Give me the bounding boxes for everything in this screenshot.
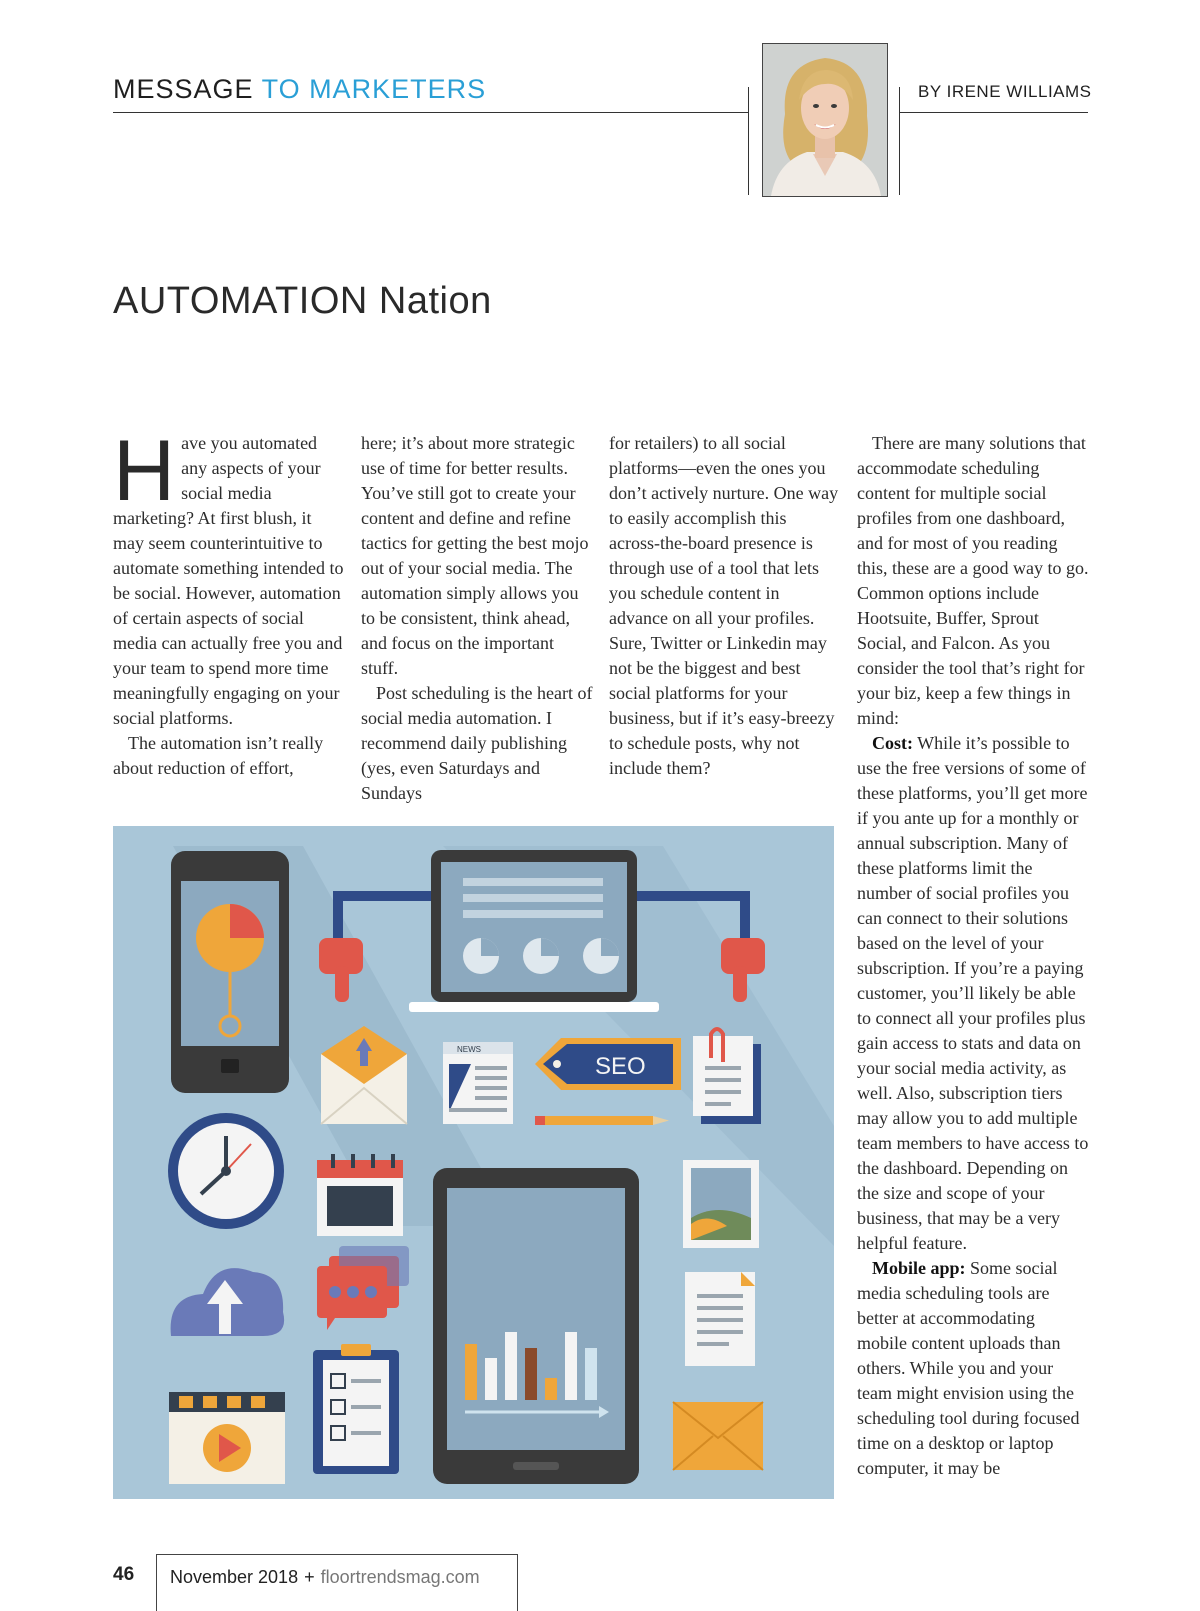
envelope-icon [673, 1402, 763, 1470]
subhead-cost: Cost: [872, 733, 913, 753]
paragraph [857, 731, 1089, 1256]
paragraph-text: ave you automated any aspects of your social media marketing? At first blush, it may seem counterintuitive to automate something intended to be social. However, automation of certain aspects of social media can actually free you and your team to spend more time meaningfully engaging on your social platforms. [113, 433, 344, 728]
subhead-mobile-app: Mobile app: [872, 1258, 966, 1278]
header-rule-left [113, 112, 748, 113]
paragraph [113, 423, 345, 731]
issue-date: November 2018 [170, 1567, 299, 1587]
document-icon [685, 1272, 755, 1366]
article-column-4 [857, 431, 1089, 1481]
pencil-icon [535, 1116, 669, 1125]
paragraph: Post scheduling is the heart of social media automation. I recommend daily publishing (yes, even Saturdays and Sundays [361, 683, 593, 803]
photo-frame-left [748, 87, 749, 195]
newspaper-label: NEWS [457, 1045, 481, 1054]
header-rule-right [899, 112, 1088, 113]
picture-icon [683, 1160, 759, 1248]
section-label-main: MESSAGE [113, 74, 254, 104]
video-player-icon [169, 1392, 285, 1484]
article-column-3 [609, 431, 841, 781]
footer-separator: + [304, 1567, 315, 1587]
article-column-1 [113, 423, 345, 781]
calendar-icon [317, 1154, 403, 1236]
author-byline: BY IRENE WILLIAMS [918, 82, 1092, 101]
footer-website: floortrendsmag.com [320, 1567, 480, 1587]
smartphone-icon [171, 851, 289, 1093]
article-title: AUTOMATION Nation [113, 280, 492, 322]
paragraph: There are many solutions that accommodate scheduling content for multiple social profiles from one dashboard, and for most of you reading this, these are a good way to go. Common options include Hootsuite, Buffer, Sprout Social, and Falcon. As you consider the tool that’s right for your biz, keep a few things in mind: [857, 433, 1089, 728]
laptop-icon [409, 850, 659, 1012]
drop-cap: H [113, 423, 176, 519]
checklist-icon [313, 1344, 399, 1474]
clock-icon [168, 1113, 284, 1229]
paragraph-text: Some social media scheduling tools are better at accommodating mobile content uploads than others. While you and your team might envision using the scheduling tool during focused time on a desktop or laptop computer, it may be [857, 1258, 1080, 1478]
section-label [113, 74, 486, 105]
page-number: 46 [113, 1564, 135, 1585]
paragraph: The automation isn’t really about reduction of effort, [113, 733, 324, 778]
seo-tag-icon [535, 1038, 681, 1090]
section-label-accent: TO MARKETERS [261, 74, 487, 104]
document-paperclip-icon [693, 1029, 761, 1124]
newspaper-icon [443, 1042, 513, 1124]
author-portrait-image [763, 44, 887, 196]
seo-label: SEO [595, 1053, 646, 1080]
social-media-illustration [113, 826, 834, 1499]
article-column-2 [361, 431, 593, 806]
paragraph [857, 1256, 1089, 1481]
illustration-graphic [113, 826, 834, 1499]
author-photo [762, 43, 888, 197]
paragraph: for retailers) to all social platforms—even the ones you don’t actively nurture. One way to easily accomplish this across-the-board presence is through use of a tool that lets you schedule content in advance on all your profiles. Sure, Twitter or Linkedin may not be the biggest and best social platforms for your business, but if it’s easy-breezy to schedule posts, why not include them? [609, 433, 839, 778]
paragraph: here; it’s about more strategic use of time for better results. You’ve still got to create your content and define and refine tactics for getting the best mojo out of your social media. The automation simply allows you to be consistent, think ahead, and focus on the important stuff. [361, 433, 589, 678]
photo-frame-right [899, 87, 900, 195]
paragraph-text: While it’s possible to use the free versions of some of these platforms, you’ll get more if you ante up for a monthly or annual subscription. Many of these platforms limit the number of social profiles you can connect to their solutions based on the level of your subscription. If you’re a paying customer, you’ll likely be able to connect all your profiles plus gain access to stats and data on your social media activity, as well. Also, subscription tiers may allow you to add multiple team members to have access to the dashboard. Depending on the size and scope of your business, that may be a very helpful feature. [857, 733, 1089, 1253]
tablet-icon [433, 1168, 639, 1484]
footer-issue-line [170, 1567, 480, 1588]
